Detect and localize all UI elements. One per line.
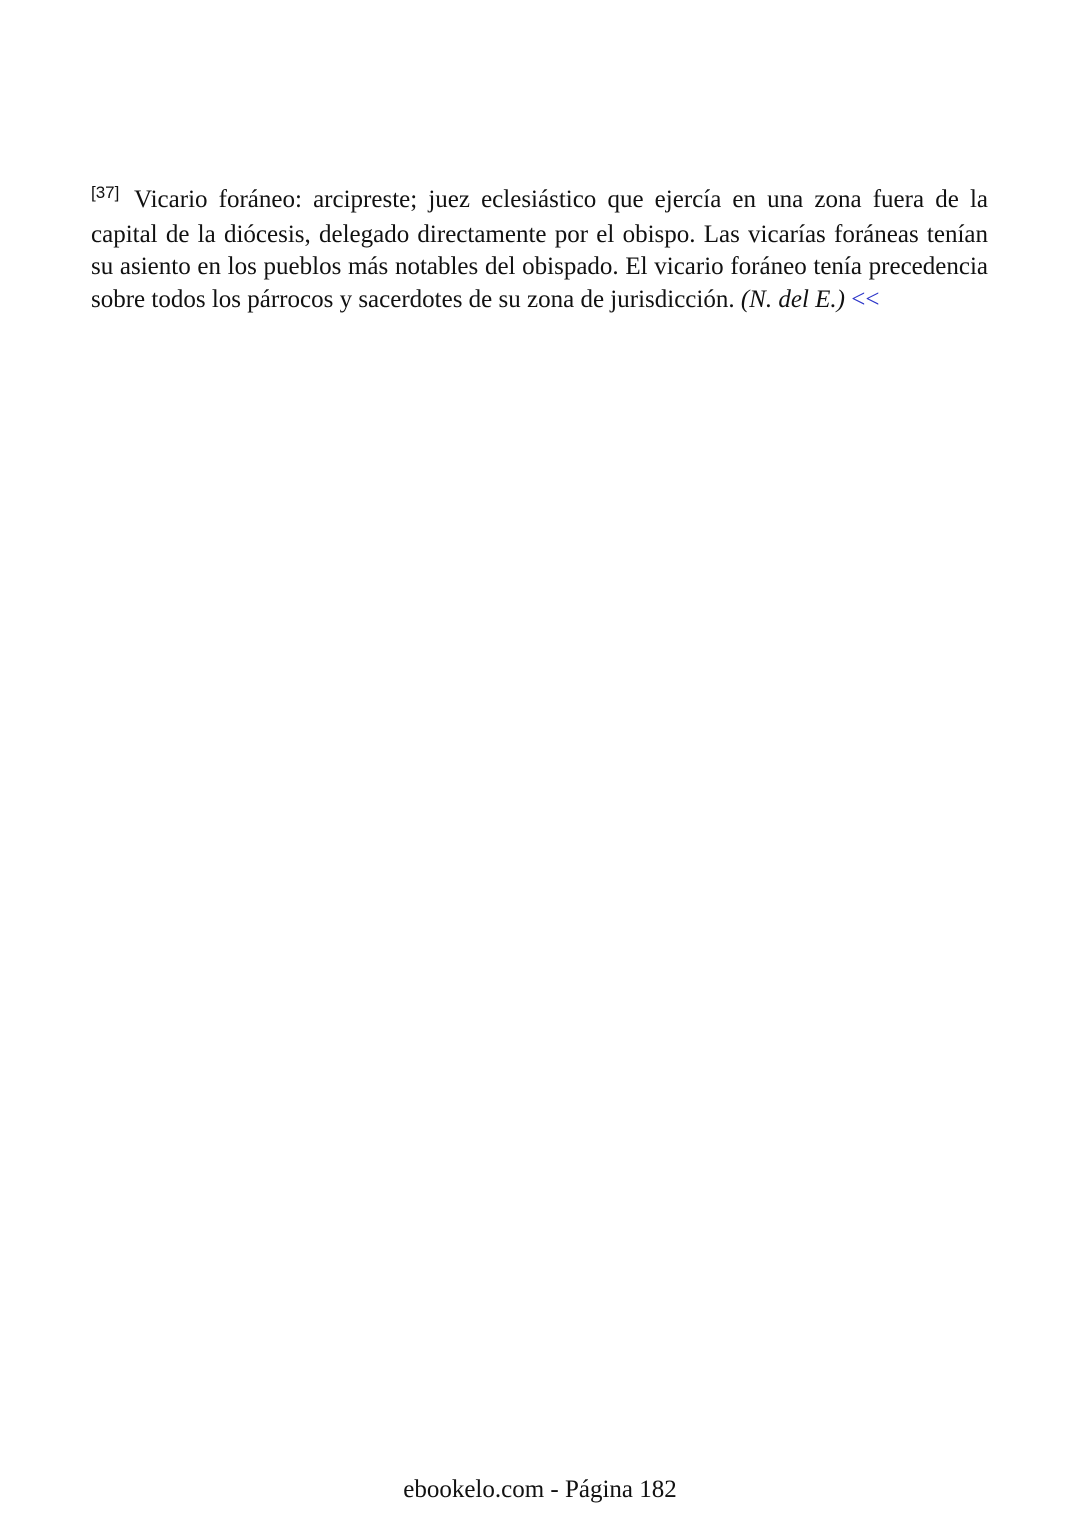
editor-note-credit: (N. del E.)	[740, 285, 845, 313]
footnote-marker: [37]	[91, 183, 120, 202]
page-footer: ebookelo.com - Página 182	[403, 1476, 677, 1503]
footnote-paragraph	[91, 184, 988, 316]
back-to-text-link[interactable]: <<	[851, 285, 880, 313]
footnote-text: Vicario foráneo: arcipreste; juez eclesiástico que ejercía en una zona fuera de la capital de la diócesis, delegado directamente por el obispo. Las vicarías foráneas tenían su asiento en los pueblos más notables del obispado. El vicario foráneo tenía precedencia sobre todos los párrocos y sacerdotes de su zona de jurisdicción.	[91, 186, 988, 313]
